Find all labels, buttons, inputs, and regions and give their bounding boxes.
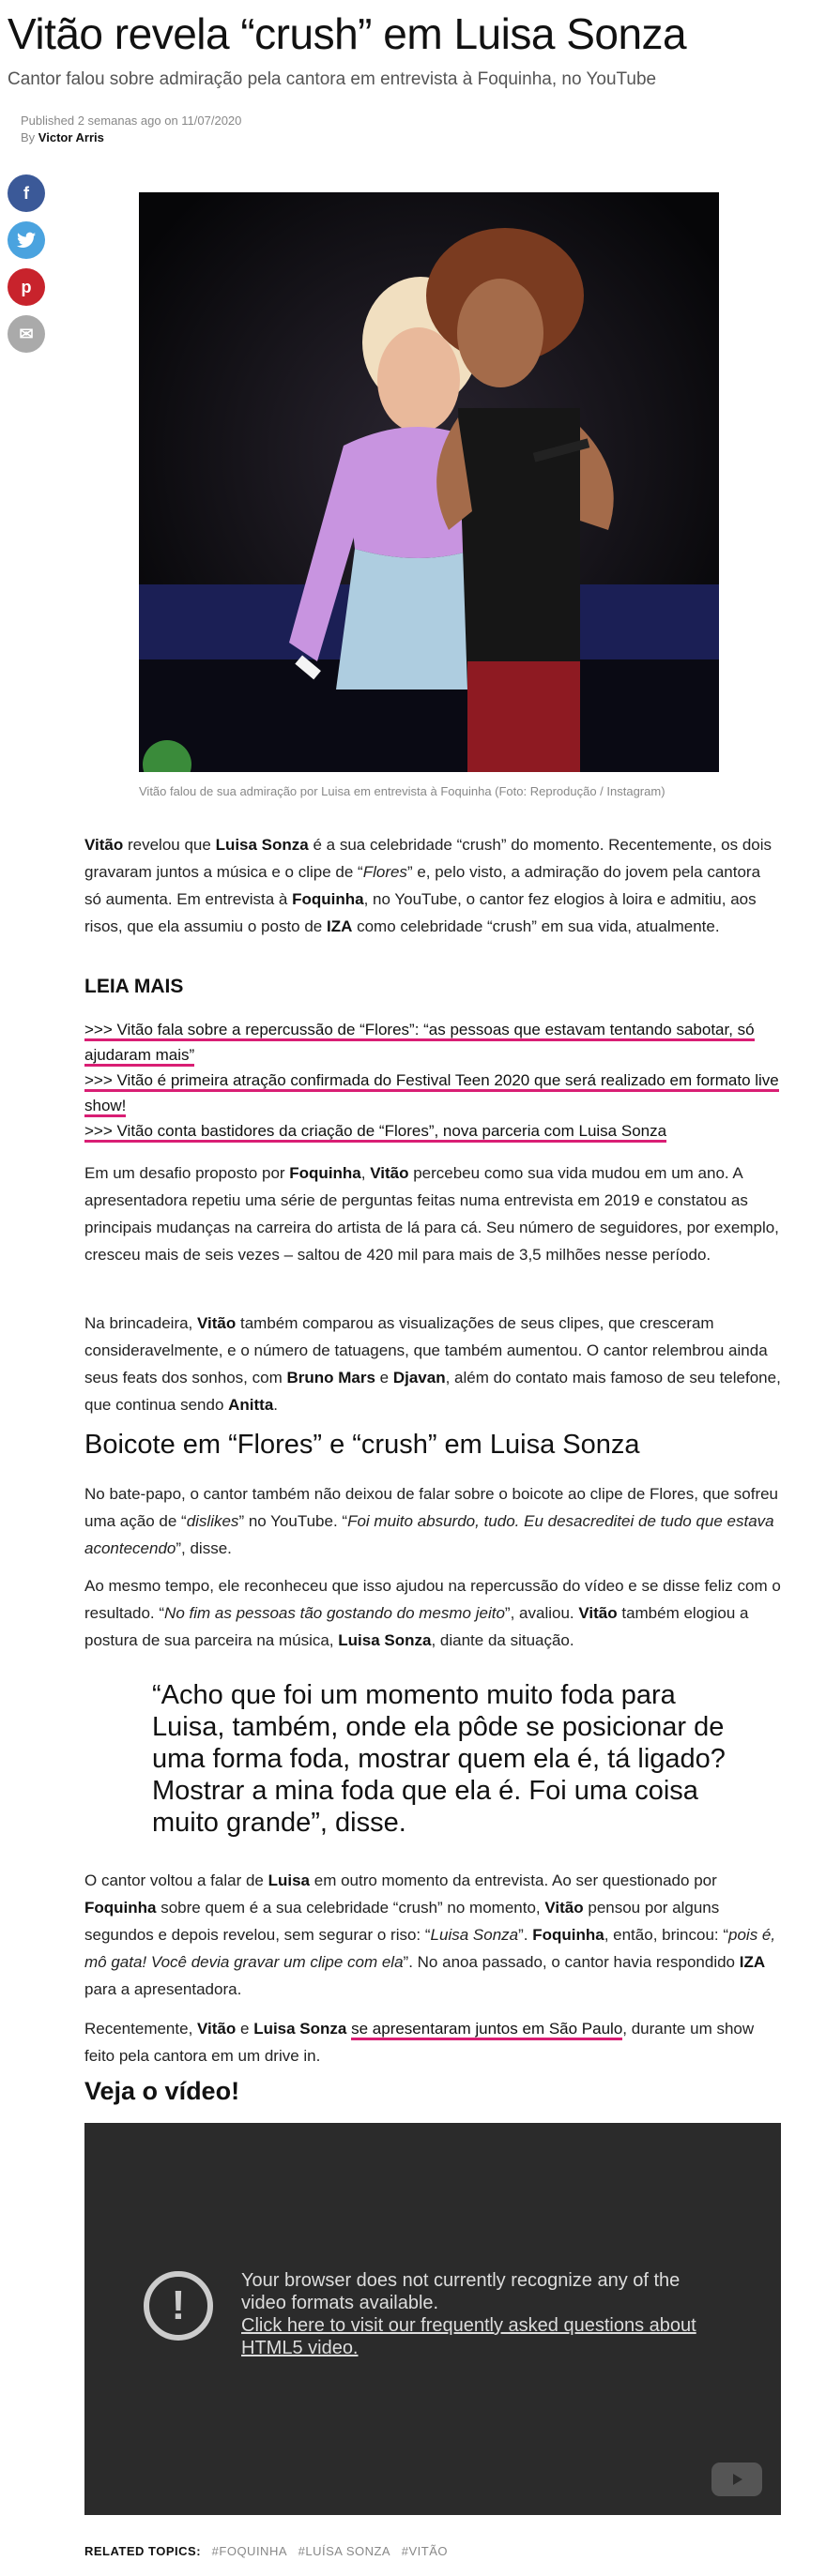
performance-link[interactable]: se apresentaram juntos em São Paulo: [351, 2020, 622, 2040]
published-date: Published 2 semanas ago on 11/07/2020: [21, 114, 242, 128]
section-heading-video: Veja o vídeo!: [84, 2077, 240, 2105]
related-links-list: [84, 1017, 781, 1144]
section-heading-boicote: Boicote em “Flores” e “crush” em Luisa Sonza: [84, 1430, 640, 1460]
related-link-2[interactable]: >>> Vitão é primeira atração confirmada do Festival Teen 2020 que será realizado em formato live show!: [84, 1071, 779, 1117]
youtube-logo-icon[interactable]: [711, 2462, 762, 2496]
email-icon: ✉: [19, 324, 34, 343]
topic-tag[interactable]: #FOQUINHA: [211, 2544, 287, 2558]
topic-tag[interactable]: #VITÃO: [401, 2544, 448, 2558]
paragraph-4: No bate-papo, o cantor também não deixou de falar sobre o boicote ao clipe de Flores, que sofreu uma ação de “dislikes” no YouTube. “Foi muito absurdo, tudo. Eu desacreditei de tudo que estava acontecendo”, disse.: [84, 1485, 779, 1557]
topic-tag[interactable]: #LUÍSA SONZA: [298, 2544, 391, 2558]
facebook-icon: f: [23, 183, 29, 203]
paragraph-6: O cantor voltou a falar de Luisa em outro momento da entrevista. Ao ser questionado por Foquinha sobre quem é a sua celebridade “crush” no momento, Vitão pensou por alguns segundos e depois revelou, sem segurar o riso: “Luisa Sonza”. Foquinha, então, brincou: “pois é, mô gata! Você devia gravar um clipe com ela”. No anoa passado, o cantor havia respondido IZA para a apresentadora.: [84, 1871, 776, 1998]
byline: [21, 129, 241, 146]
twitter-icon: [17, 232, 36, 249]
related-topics-label: RELATED TOPICS:: [84, 2544, 202, 2558]
paragraph-2: Em um desafio proposto por Foquinha, Vitão percebeu como sua vida mudou em um ano. A apresentadora repetiu uma série de perguntas feitas numa entrevista em 2019 e constatou as principais mudanças na carreira do artista de lá para cá. Seu número de seguidores, por exemplo, cresceu mais de seis vezes – saltou de 420 mil para mais de 3,5 milhões nesse período.: [84, 1164, 779, 1264]
video-error-text: Your browser does not currently recognize any of the video formats available.: [241, 2270, 681, 2313]
related-link-3[interactable]: >>> Vitão conta bastidores da criação de “Flores”, nova parceria com Luisa Sonza: [84, 1122, 666, 1143]
image-caption: Vitão falou de sua admiração por Luisa em entrevista à Foquinha (Foto: Reprodução / Instagram): [139, 784, 665, 798]
leia-mais-heading: LEIA MAIS: [84, 976, 184, 997]
article-photo: [139, 192, 719, 772]
author-link[interactable]: Victor Arris: [38, 130, 104, 144]
video-player[interactable]: [84, 2123, 781, 2515]
email-share-button[interactable]: [8, 315, 45, 353]
twitter-share-button[interactable]: [8, 221, 45, 259]
paragraph-5: Ao mesmo tempo, ele reconheceu que isso ajudou na repercussão do vídeo e se disse feliz com o resultado. “No fim as pessoas tão gostando do mesmo jeito”, avaliou. Vitão também elogiou a postura de sua parceira na música, Luisa Sonza, diante da situação.: [84, 1577, 781, 1649]
paragraph-3: Na brincadeira, Vitão também comparou as visualizações de seus clipes, que cresceram consideravelmente, e o número de tatuagens, que também aumentou. O cantor relembrou ainda seus feats dos sonhos, com Bruno Mars e Djavan, além do contato mais famoso de seu telefone, que continua sendo Anitta.: [84, 1314, 781, 1414]
html5-faq-link[interactable]: Click here to visit our frequently asked questions about HTML5 video.: [241, 2315, 696, 2358]
article-subtitle: Cantor falou sobre admiração pela cantora em entrevista à Foquinha, no YouTube: [8, 69, 657, 89]
exclamation-icon: !: [144, 2271, 213, 2341]
pull-quote: “Acho que foi um momento muito foda para Luisa, também, onde ela pôde se posicionar de uma forma foda, mostrar quem ela é, tá ligado? Mostrar a mina foda que ela é. Foi uma coisa muito grande”, disse.: [152, 1680, 726, 1838]
pinterest-icon: p: [21, 277, 32, 296]
photo-illustration: [139, 192, 719, 772]
related-link-1[interactable]: >>> Vitão fala sobre a repercussão de “Flores”: “as pessoas que estavam tentando sabotar, só ajudaram mais”: [84, 1021, 755, 1067]
related-topics: [84, 2544, 448, 2558]
by-label: By: [21, 130, 36, 144]
facebook-share-button[interactable]: [8, 174, 45, 212]
share-bar: [8, 174, 45, 362]
paragraph-1: Vitão revelou que Luisa Sonza é a sua celebridade “crush” do momento. Recentemente, os dois gravaram juntos a música e o clipe de “Flores” e, pelo visto, a admiração do jovem pela cantora só aumenta. Em entrevista à Foquinha, no YouTube, o cantor fez elogios à loira e admitiu, aos risos, que ela assumiu o posto de IZA como celebridade “crush” em sua vida, atualmente.: [84, 836, 772, 935]
article-meta: [21, 113, 241, 146]
video-error-message: [241, 2269, 729, 2359]
paragraph-7: Recentemente, Vitão e Luisa Sonza se apresentaram juntos em São Paulo, durante um show feito pela cantora em um drive in.: [84, 2020, 755, 2065]
article-title: Vitão revela “crush” em Luisa Sonza: [8, 9, 687, 58]
pinterest-share-button[interactable]: [8, 268, 45, 306]
